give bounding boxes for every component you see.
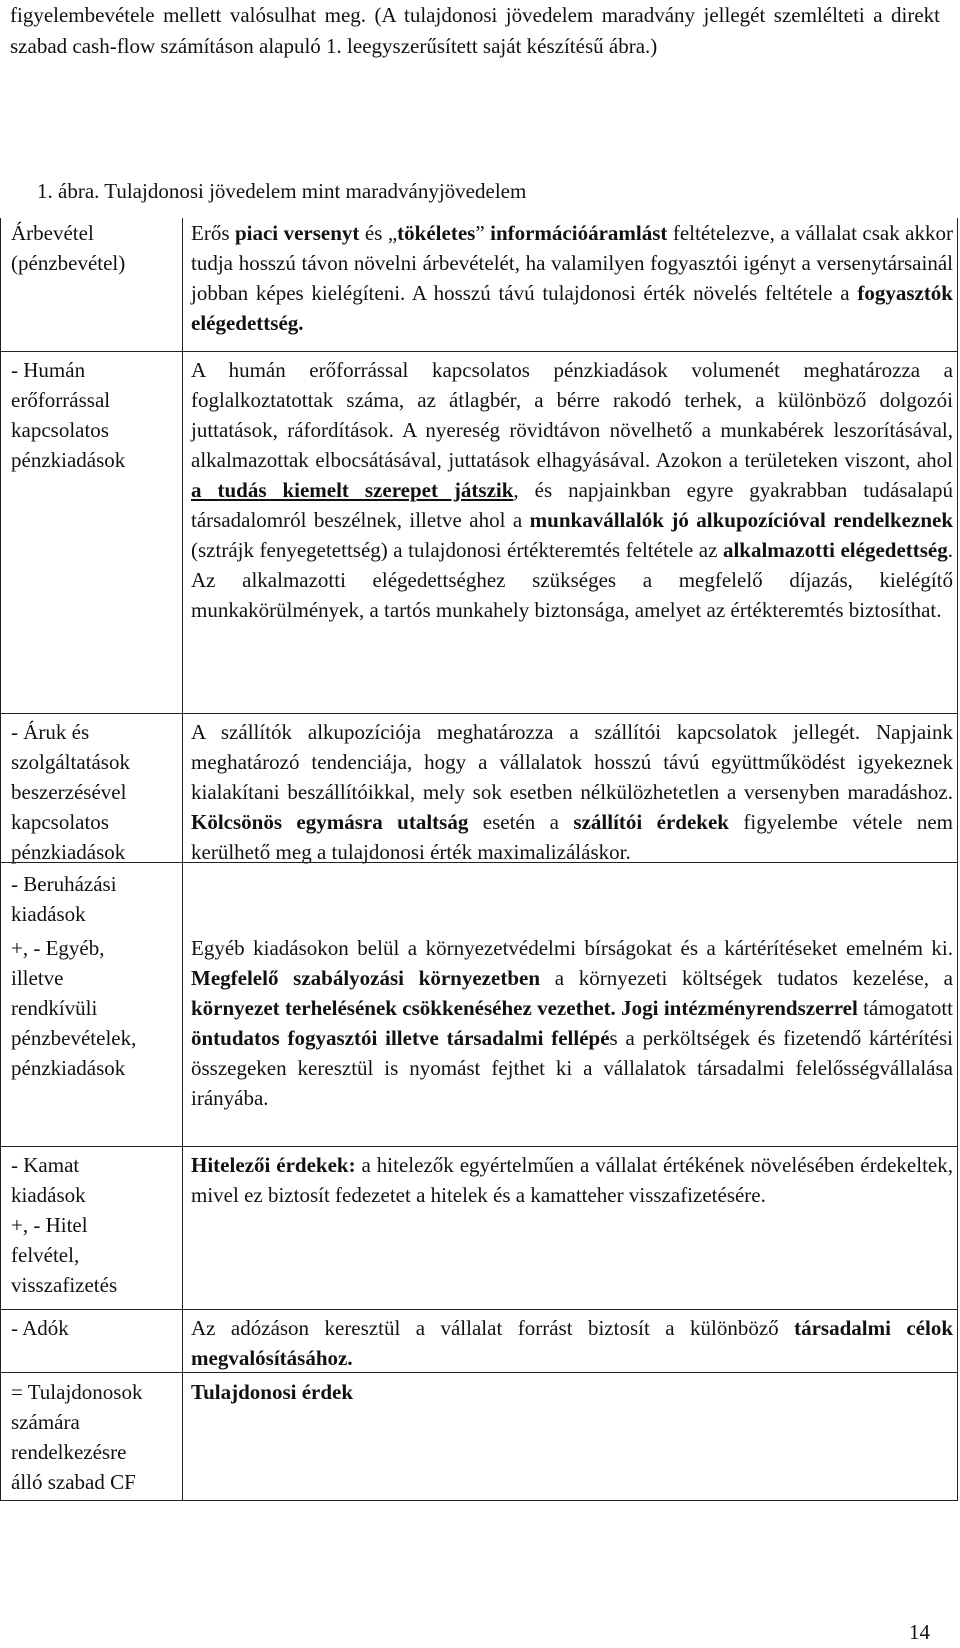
left-cell bbox=[0, 932, 182, 1146]
left-label: - Adók bbox=[11, 1316, 69, 1340]
left-label: kapcsolatos bbox=[11, 418, 109, 442]
left-label: rendkívüli bbox=[11, 996, 98, 1020]
body-text: Egyéb kiadásokon belül a környezetvédelmi bírságokat és a kártérítéseket emelném ki. bbox=[191, 936, 953, 960]
left-label: +, - Egyéb, bbox=[11, 936, 105, 960]
left-label: kiadások bbox=[11, 1183, 86, 1207]
left-label: szolgáltatások bbox=[11, 750, 130, 774]
left-label: kapcsolatos bbox=[11, 810, 109, 834]
left-label: visszafizetés bbox=[11, 1273, 118, 1297]
right-cell bbox=[182, 714, 958, 862]
emphasis-text: a tudás kiemelt szerepet játszik bbox=[191, 478, 514, 502]
table-row bbox=[0, 932, 958, 1146]
left-label: kiadások bbox=[11, 902, 86, 926]
table-row bbox=[0, 862, 958, 932]
body-text: a környezeti költségek tudatos kezelése, a bbox=[540, 966, 953, 990]
left-cell bbox=[0, 1147, 182, 1309]
emphasis-text: öntudatos fogyasztói illetve társadalmi fellépé bbox=[191, 1026, 610, 1050]
body-text: A humán erőforrással kapcsolatos pénzkiadások volumenét meghatározza a foglalkoztatottak száma, az átlagbér, a bérre rakodó terhek, a különböző dolgozói juttatások, ráfordítások. A nyereség rövidtávon növelhető a munkabérek leszorításával, alkalmazottak elbocsátásával, juttatások elhagyásával. Azokon a területeken viszont, ahol bbox=[191, 358, 953, 472]
body-text: ” bbox=[475, 221, 491, 245]
emphasis-text: Megfelelő szabályozási környezetben bbox=[191, 966, 540, 990]
row-description bbox=[191, 1377, 953, 1407]
left-cell bbox=[0, 352, 182, 713]
row-description bbox=[191, 933, 953, 1113]
left-label: - Humán bbox=[11, 358, 86, 382]
body-text: Az adózáson keresztül a vállalat forrást biztosít a különböző bbox=[191, 1316, 795, 1340]
table-row bbox=[0, 1309, 958, 1372]
table-row bbox=[0, 713, 958, 862]
emphasis-text: munkavállalók jó alkupozícióval rendelkeznek bbox=[529, 508, 953, 532]
table-row bbox=[0, 351, 958, 713]
emphasis-text: Tulajdonosi érdek bbox=[191, 1380, 354, 1404]
emphasis-text: fogyasztók elégedettség. bbox=[191, 281, 953, 335]
table-row bbox=[0, 1146, 958, 1309]
left-label: - Kamat bbox=[11, 1153, 80, 1177]
body-text: figyelembe vétele nem kerülhető meg a tulajdonosi érték maximalizáláskor. bbox=[191, 810, 953, 864]
left-cell bbox=[0, 1310, 182, 1372]
right-cell bbox=[182, 1147, 958, 1309]
left-label: (pénzbevétel) bbox=[11, 251, 126, 275]
left-label: pénzkiadások bbox=[11, 448, 126, 472]
figure-table bbox=[0, 218, 958, 1501]
left-cell bbox=[0, 1373, 182, 1500]
body-text: és „ bbox=[359, 221, 398, 245]
left-label: pénzbevételek, bbox=[11, 1026, 137, 1050]
body-text: esetén a bbox=[468, 810, 574, 834]
body-text: Erős bbox=[191, 221, 235, 245]
left-label: erőforrással bbox=[11, 388, 111, 412]
left-label: rendelkezésre bbox=[11, 1440, 127, 1464]
emphasis-text: környezet terhelésének csökkenéséhez vezethet. bbox=[191, 996, 616, 1020]
left-label: számára bbox=[11, 1410, 80, 1434]
right-cell bbox=[182, 932, 958, 1146]
body-text: , és napjainkban egyre gyakrabban tudásalapú társadalomról beszélnek, illetve ahol a bbox=[191, 478, 953, 532]
body-text: támogatott bbox=[857, 996, 953, 1020]
left-cell bbox=[0, 714, 182, 862]
left-label: - Beruházási bbox=[11, 872, 117, 896]
right-cell bbox=[182, 1373, 958, 1500]
right-cell bbox=[182, 352, 958, 713]
body-text: . Az alkalmazotti elégedettséghez szükséges a megfelelő díjazás, kielégítő munkakörülmények, a tartós munkahely biztonsága, amelyet az értékteremtés biztosíthat. bbox=[191, 538, 953, 622]
right-cell bbox=[182, 863, 958, 932]
intro-text: figyelembevétele mellett valósulhat meg. (A tulajdonosi jövedelem maradvány jellegét szemlélteti a direkt szabad cash-flow számításon alapuló 1. leegyszerűsített saját készítésű ábra.) bbox=[10, 3, 940, 58]
left-label: álló szabad CF bbox=[11, 1470, 136, 1494]
emphasis-text: információáramlást bbox=[490, 221, 668, 245]
emphasis-text: Hitelezői érdekek: bbox=[191, 1153, 356, 1177]
row-description bbox=[191, 1150, 953, 1210]
left-label: = Tulajdonosok bbox=[11, 1380, 143, 1404]
table-row bbox=[0, 218, 958, 351]
body-text: A szállítók alkupozíciója meghatározza a szállítói kapcsolatok jellegét. Napjaink meghatározó tendenciája, hogy a vállalatok hosszú távú együttműködést igyekeznek kialakítani beszállítóikkal, mely sok esetben nélkülözhetetlen a versenyben maradáshoz. bbox=[191, 720, 953, 804]
emphasis-text: tökéletes bbox=[397, 221, 476, 245]
row-description bbox=[191, 717, 953, 867]
right-cell bbox=[182, 1310, 958, 1372]
body-text: feltételezve, a vállalat csak akkor tudja hosszú távon növelni árbevételét, ha valamilyen fogyasztói igényt a versenytársainál jobban képes kielégíteni. A hosszú távú tulajdonosi érték növelés feltétele a bbox=[191, 221, 953, 305]
left-label: felvétel, bbox=[11, 1243, 80, 1267]
left-cell bbox=[0, 863, 182, 932]
body-text: a hitelezők egyértelműen a vállalat értékének növelésében érdekeltek, mivel ez biztosít fedezetet a hitelek és a kamatteher visszafizetésére. bbox=[191, 1153, 953, 1207]
emphasis-text: szállítói érdekek bbox=[573, 810, 729, 834]
left-cell bbox=[0, 218, 182, 351]
left-label: pénzkiadások bbox=[11, 1056, 126, 1080]
emphasis-text: piaci versenyt bbox=[234, 221, 360, 245]
emphasis-text: alkalmazotti elégedettség bbox=[722, 538, 948, 562]
left-label: - Áruk és bbox=[11, 720, 90, 744]
page-number: 14 bbox=[909, 1620, 930, 1644]
body-text: s a perköltségek és fizetendő kártérítési összegeken keresztül is nyomást fejthet ki a vállalatok társadalmi felelősségvállalása irányába. bbox=[191, 1026, 953, 1110]
left-label: beszerzésével bbox=[11, 780, 127, 804]
emphasis-text: Jogi intézményrendszerrel bbox=[621, 996, 858, 1020]
row-description bbox=[191, 218, 953, 338]
figure-title: 1. ábra. Tulajdonosi jövedelem mint maradványjövedelem bbox=[37, 179, 527, 203]
table-row bbox=[0, 1372, 958, 1501]
row-description bbox=[191, 355, 953, 625]
left-label: illetve bbox=[11, 966, 64, 990]
left-label: Árbevétel bbox=[11, 221, 94, 245]
left-label: +, - Hitel bbox=[11, 1213, 88, 1237]
row-description bbox=[191, 1313, 953, 1373]
emphasis-text: Kölcsönös egymásra utaltság bbox=[191, 810, 469, 834]
intro-paragraph bbox=[10, 0, 940, 62]
body-text: (sztrájk fenyegetettség) a tulajdonosi értékteremtés feltétele az bbox=[191, 538, 723, 562]
right-cell bbox=[182, 218, 958, 351]
emphasis-text: társadalmi célok megvalósításához. bbox=[191, 1316, 953, 1370]
left-label: pénzkiadások bbox=[11, 840, 126, 864]
